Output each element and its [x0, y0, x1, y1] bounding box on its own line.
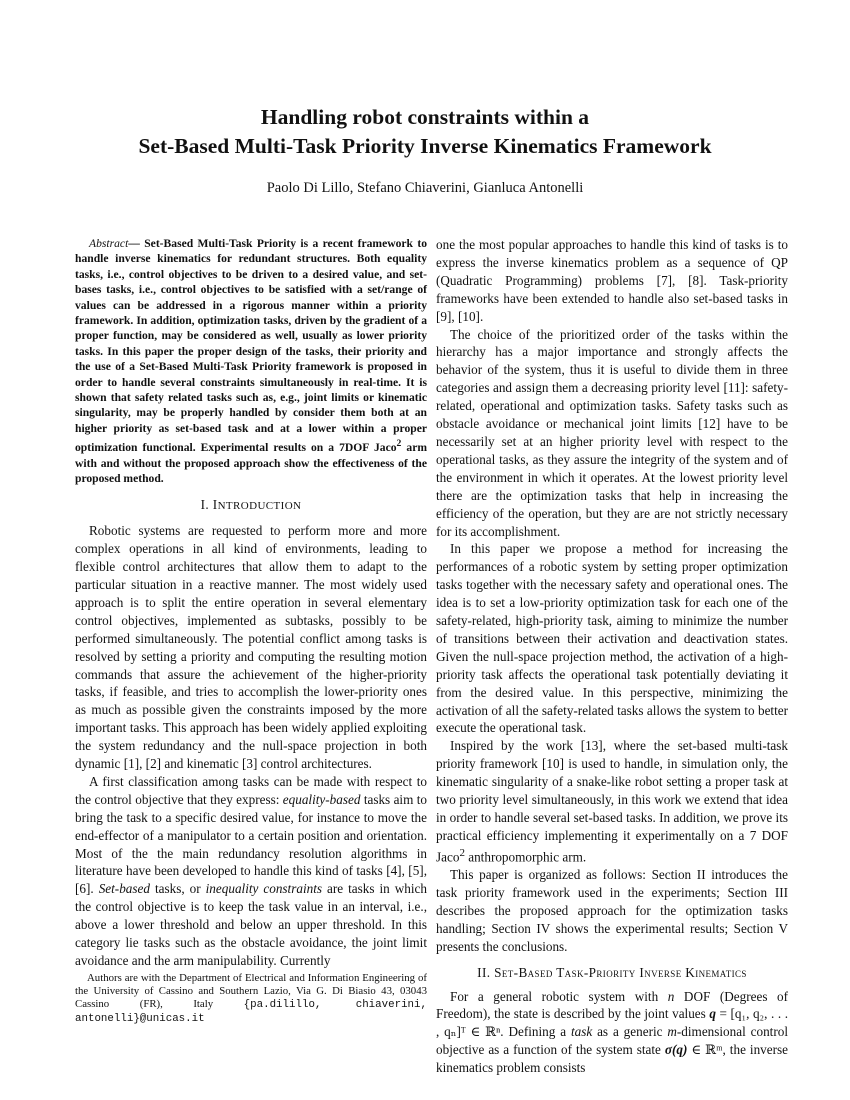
abstract-text: — Set-Based Multi-Task Priority is a recent framework to handle inverse kinematics for redundant structures. Both equality tasks, i.e., control objectives to be driven to a desired value, and set-bases tasks, i.e., control objectives to be satisfied with a set/range of values can be addressed in a rigorous manner within a priority framework. In addition, optimization tasks, driven by the gradient of a proper function, may be considered as well, usually as lower priority tasks. In this paper the proper design of the tasks, their priority and the use of a Set-Based Multi-Task Priority framework is proposed in order to handle several constraints simultaneously in real-time. It is shown that safety related tasks such as, e.g., joint limits or kinematic singularity, may be properly handled by consider them both at an higher priority as set-based task and at a lower within a proper optimization functional. Experimental results on a 7DOF Jaco [75, 237, 427, 455]
abstract [75, 236, 427, 486]
right-column [436, 236, 788, 1077]
paper-title [0, 103, 850, 161]
author-emails: {pa.dilillo, chiaverini, antonelli}@unicas.it [75, 999, 427, 1025]
intro-paragraph-2: A first classification among tasks can be made with respect to the control objective that they express: equality-based tasks aim to bring the task to a specific desired value, for instance to move the end-effector of a manipulator to a certain position and orientation. Most of the the main redundancy resolution algorithms in literature have been developed to handle this kind of tasks [4], [5], [6]. Set-based tasks, or inequality constraints are tasks in which the control objective is to keep the task value in an interval, i.e., above a lower threshold and below an upper threshold. In this category lie tasks such as the obstacle avoidance, the joint limit avoidance and the arm manipulability. Currently [75, 773, 427, 969]
title-line-2: Set-Based Multi-Task Priority Inverse Kinematics Framework [138, 134, 712, 158]
right-paragraph-5: This paper is organized as follows: Section II introduces the task priority framework used in the experiments; Section III describes the proposed approach for the optimization tasks handling; Section IV shows the experimental results; Section V presents the conclusions. [436, 867, 788, 954]
authors: Paolo Di Lillo, Stefano Chiaverini, Gianluca Antonelli [266, 180, 584, 196]
abstract-sup: 2 [396, 438, 402, 450]
abstract-end: arm with and without the proposed approach show the effectiveness of the proposed method. [75, 441, 427, 485]
title-line-1: Handling robot constraints within a [260, 105, 590, 129]
right-paragraph-4: Inspired by the work [13], where the set-based multi-task priority framework [10] is used to handle, in simulation only, the kinematic singularity of a snake-like robot setting a proper task at two priority level simultaneously, in this work we extend that idea in order to handle several set-based tasks. In addition, we prove its practical efficiency implementing it experimentally on a 7 DOF Jaco$^2$ anthropomorphic arm. [436, 738, 788, 865]
footnote: Authors are with the Department of Electrical and Information Engineering of the University of Cassino and Southern Lazio, Via G. Di Biasio 43, 03043 Cassino (FR), Italy {pa.dilillo, chiaverini, antonelli}@unicas.it [75, 972, 427, 1025]
intro-paragraph-1: Robotic systems are requested to perform more and more complex operations in all kind of environments, leading to flexible control architectures that allow them to adapt to the particular situation in a reactive manner. The most widely used approach is to split the entire operation in several elementary control objectives, implemented as subtasks, possibly to be performed simultaneously. The potential conflict among tasks is resolved by setting a priority and computing the resulting motion commands that assure the achievement of the higher-priority tasks, if feasible, and tries to accomplish the lower-priority ones as much as possible given the constraints imposed by the more important tasks. This approach has been widely applied exploiting the system redundancy and the null-space projection in both dynamic [1], [2] and kinematic [3] control architectures. [75, 523, 427, 772]
section-heading-introduction: I. INTRODUCTION [200, 497, 302, 513]
right-paragraph-1: one the most popular approaches to handle this kind of tasks is to express the inverse kinematics problem as a sequence of QP (Quadratic Programming) problems [7], [8]. Task-priority frameworks have been extended to handle also set-based tasks in [9], [10]. [436, 237, 788, 324]
section-heading-set-based: II. Set-Based Task-Priority Inverse Kinematics [477, 964, 747, 980]
abstract-label: Abstract [89, 237, 129, 250]
left-column [75, 236, 427, 970]
right-paragraph-3: In this paper we propose a method for increasing the performances of a robotic system by setting proper optimization tasks together with the necessary safety and operational ones. The idea is to set a low-priority optimization task for each one of the safety-related, high-priority task, aiming to minimize the number of transitions between their activation and deactivation states. Given the null-space projection method, the activation of a high-priority task affects the operational task potentially deviating it from the desired value. In this perspective, minimizing the activation of all the safety-related tasks allows the system to better execute the operational task. [436, 541, 788, 736]
right-paragraph-2: The choice of the prioritized order of the tasks within the hierarchy has a major importance and strongly affects the behavior of the system, thus it is useful to divide them in three categories and assign them a decreasing priority level [11]: safety-related, operational and optimization tasks. Safety tasks such as obstacle avoidance or mechanical joint limits [12] have to be necessarily set at an higher priority level with respect to the operational tasks, as they assure the integrity of the system and of the environment in which it operates. At the lowest priority level there are the optimization tasks that help in increasing the efficiency of the operation, but they are are not strictly necessary for its accomplishment. [436, 326, 788, 539]
right-paragraph-6: For a general robotic system with n DOF (Degrees of Freedom), the state is described by the joint values q = [q₁, q₂, . . . , qₙ]ᵀ ∈ ℝⁿ. Defining a task as a generic m-dimensional control objective as a function of the system state σ(q) ∈ ℝᵐ, the inverse kinematics problem consists [436, 988, 788, 1076]
